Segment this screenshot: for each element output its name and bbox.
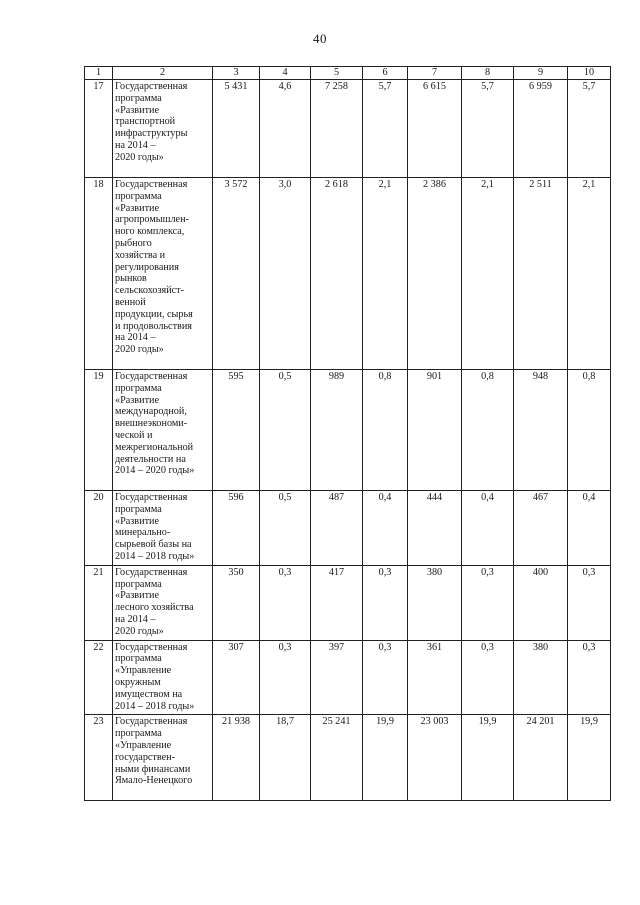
header-cell: 3: [213, 67, 260, 80]
value-cell: 5,7: [568, 80, 611, 178]
row-number: 22: [85, 640, 113, 715]
value-cell: 361: [408, 640, 462, 715]
header-cell: 9: [514, 67, 568, 80]
value-cell: 417: [311, 565, 363, 640]
row-number: 19: [85, 370, 113, 491]
value-cell: 18,7: [260, 715, 311, 801]
value-cell: 0,3: [363, 640, 408, 715]
value-cell: 596: [213, 491, 260, 566]
program-name: Государственная программа «Управление окружным имуществом на 2014 – 2018 годы»: [113, 640, 213, 715]
table-row: [85, 370, 611, 491]
value-cell: 0,3: [462, 565, 514, 640]
value-cell: 400: [514, 565, 568, 640]
header-cell: 1: [85, 67, 113, 80]
header-cell: 5: [311, 67, 363, 80]
value-cell: 444: [408, 491, 462, 566]
value-cell: 380: [514, 640, 568, 715]
value-cell: 0,3: [260, 640, 311, 715]
value-cell: 0,4: [363, 491, 408, 566]
value-cell: 0,3: [568, 565, 611, 640]
value-cell: 0,8: [363, 370, 408, 491]
budget-table: [84, 66, 611, 801]
table-row: [85, 178, 611, 370]
value-cell: 350: [213, 565, 260, 640]
value-cell: 21 938: [213, 715, 260, 801]
value-cell: 23 003: [408, 715, 462, 801]
value-cell: 380: [408, 565, 462, 640]
program-name: Государственная программа «Управление государствен- ными финансами Ямало-Ненецкого: [113, 715, 213, 801]
value-cell: 2 386: [408, 178, 462, 370]
value-cell: 3,0: [260, 178, 311, 370]
value-cell: 2,1: [462, 178, 514, 370]
value-cell: 0,3: [260, 565, 311, 640]
row-number: 21: [85, 565, 113, 640]
header-cell: 8: [462, 67, 514, 80]
value-cell: 0,3: [462, 640, 514, 715]
value-cell: 5,7: [462, 80, 514, 178]
value-cell: 989: [311, 370, 363, 491]
value-cell: 487: [311, 491, 363, 566]
value-cell: 19,9: [462, 715, 514, 801]
header-cell: 7: [408, 67, 462, 80]
row-number: 17: [85, 80, 113, 178]
header-cell: 10: [568, 67, 611, 80]
value-cell: 2 511: [514, 178, 568, 370]
value-cell: 467: [514, 491, 568, 566]
row-number: 20: [85, 491, 113, 566]
table-row: [85, 491, 611, 566]
program-name: Государственная программа «Развитие минерально- сырьевой базы на 2014 – 2018 годы»: [113, 491, 213, 566]
program-name: Государственная программа «Развитие международной, внешнеэкономи- ческой и межрегиональной деятельности на 2014 – 2020 годы»: [113, 370, 213, 491]
row-number: 18: [85, 178, 113, 370]
row-number: 23: [85, 715, 113, 801]
table-row: [85, 565, 611, 640]
value-cell: 0,4: [568, 491, 611, 566]
table-row: [85, 80, 611, 178]
header-row: [85, 67, 611, 80]
value-cell: 948: [514, 370, 568, 491]
value-cell: 24 201: [514, 715, 568, 801]
value-cell: 3 572: [213, 178, 260, 370]
value-cell: 6 615: [408, 80, 462, 178]
value-cell: 0,5: [260, 370, 311, 491]
value-cell: 19,9: [363, 715, 408, 801]
value-cell: 595: [213, 370, 260, 491]
value-cell: 5,7: [363, 80, 408, 178]
value-cell: 2,1: [568, 178, 611, 370]
value-cell: 0,5: [260, 491, 311, 566]
value-cell: 7 258: [311, 80, 363, 178]
table-row: [85, 715, 611, 801]
value-cell: 0,8: [568, 370, 611, 491]
value-cell: 5 431: [213, 80, 260, 178]
header-cell: 6: [363, 67, 408, 80]
header-cell: 4: [260, 67, 311, 80]
value-cell: 25 241: [311, 715, 363, 801]
value-cell: 2 618: [311, 178, 363, 370]
value-cell: 6 959: [514, 80, 568, 178]
program-name: Государственная программа «Развитие лесного хозяйства на 2014 – 2020 годы»: [113, 565, 213, 640]
program-name: Государственная программа «Развитие транспортной инфраструктуры на 2014 – 2020 годы»: [113, 80, 213, 178]
value-cell: 0,8: [462, 370, 514, 491]
value-cell: 397: [311, 640, 363, 715]
value-cell: 4,6: [260, 80, 311, 178]
value-cell: 2,1: [363, 178, 408, 370]
value-cell: 307: [213, 640, 260, 715]
header-cell: 2: [113, 67, 213, 80]
value-cell: 19,9: [568, 715, 611, 801]
value-cell: 0,3: [363, 565, 408, 640]
value-cell: 901: [408, 370, 462, 491]
program-name: Государственная программа «Развитие агропромышлен- ного комплекса, рыбного хозяйства и регулирования рынков сельскохозяйст- венной продукции, сырья и продовольствия на 2014 – 2020 годы»: [113, 178, 213, 370]
table-row: [85, 640, 611, 715]
page-number: 40: [313, 31, 327, 46]
value-cell: 0,4: [462, 491, 514, 566]
value-cell: 0,3: [568, 640, 611, 715]
